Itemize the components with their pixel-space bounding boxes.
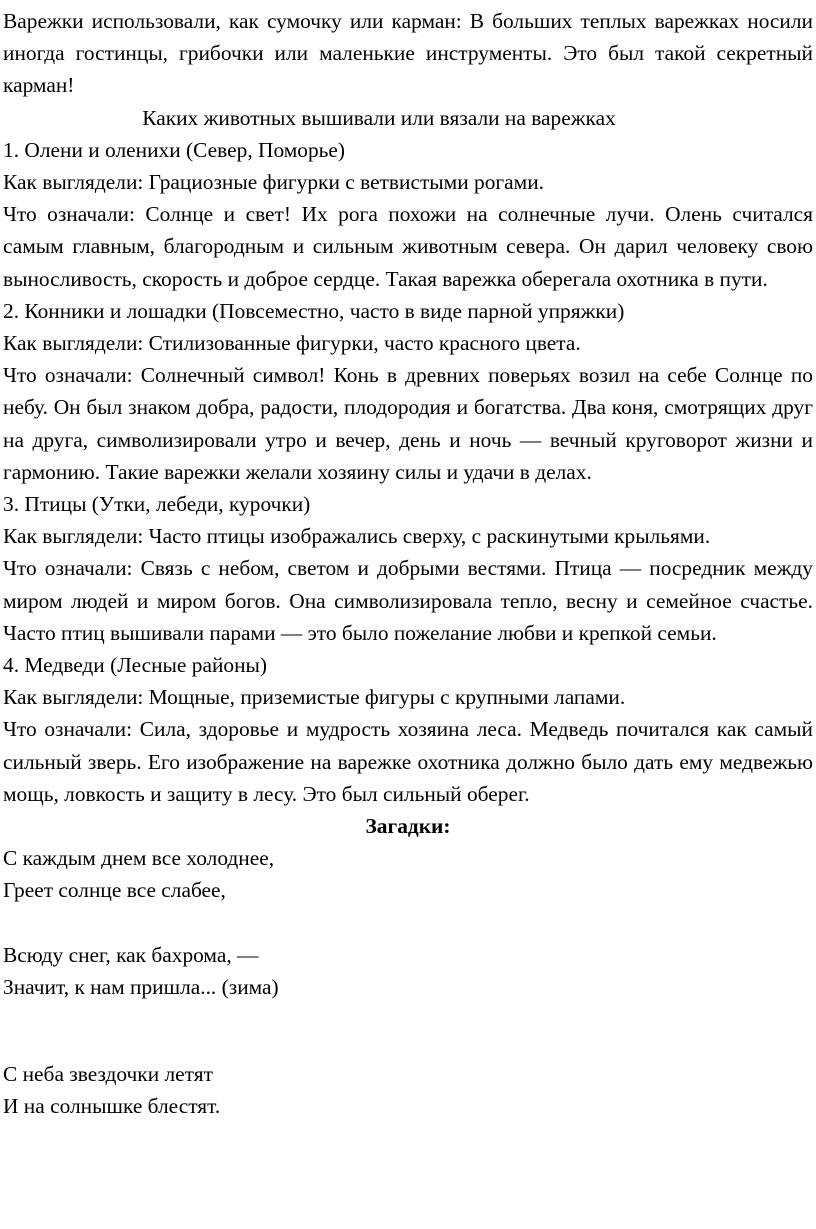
animal-heading-birds: 3. Птицы (Утки, лебеди, курочки) xyxy=(3,492,311,517)
riddle-spacer xyxy=(3,1003,813,1058)
animal-heading-horses: 2. Конники и лошадки (Повсеместно, часто в виде парной упряжки) xyxy=(3,298,625,323)
riddles-title: Загадки: xyxy=(365,814,451,839)
animal-meaning-deer: Что означали: Солнце и свет! Их рога похожи на солнечные лучи. Олень считался самым главным, благородным и сильным животным севера. Он дарил человеку свою выносливость, скорость и доброе сердце. Такая варежка оберегала охотника в пути. xyxy=(3,202,813,291)
animal-look-bears: Как выглядели: Мощные, приземистые фигуры с крупными лапами. xyxy=(3,685,626,710)
document-page xyxy=(3,5,813,1123)
animal-look-birds: Как выглядели: Часто птицы изображались сверху, с раскинутыми крыльями. xyxy=(3,524,711,549)
animal-heading-deer: 1. Олени и оленихи (Север, Поморье) xyxy=(3,137,346,162)
riddle-1-line-1: С каждым днем все холоднее, xyxy=(3,846,275,871)
animal-look-horses: Как выглядели: Стилизованные фигурки, часто красного цвета. xyxy=(3,331,581,356)
riddle-1-line-3: Всюду снег, как бахрома, — xyxy=(3,942,259,967)
intro-paragraph: Варежки использовали, как сумочку или карман: В больших теплых варежках носили иногда гостинцы, грибочки или маленькие инструменты. Это был такой секретный карман! xyxy=(3,9,813,98)
animal-meaning-horses: Что означали: Солнечный символ! Конь в древних поверьях возил на себе Солнце по небу. Он был знаком добра, радости, плодородия и богатства. Два коня, смотрящих друг на друга, символизировали утро и вечер, день и ночь — вечный круговорот жизни и гармонию. Такие варежки желали хозяину силы и удачи в делах. xyxy=(3,363,813,484)
riddle-2-line-2: И на солнышке блестят. xyxy=(3,1094,221,1119)
animal-meaning-bears: Что означали: Сила, здоровье и мудрость хозяина леса. Медведь почитался как самый сильный зверь. Его изображение на варежке охотника должно было дать ему медвежью мощь, ловкость и защиту в лесу. Это был сильный оберег. xyxy=(3,717,813,806)
stanza-spacer xyxy=(3,907,813,939)
riddle-2-line-1: С неба звездочки летят xyxy=(3,1062,213,1087)
riddle-1-line-4: Значит, к нам пришла... (зима) xyxy=(3,975,279,1000)
animal-look-deer: Как выглядели: Грациозные фигурки с ветвистыми рогами. xyxy=(3,170,544,195)
animals-section-title: Каких животных вышивали или вязали на варежках xyxy=(142,105,616,130)
animal-heading-bears: 4. Медведи (Лесные районы) xyxy=(3,653,268,678)
riddle-1-line-2: Греет солнце все слабее, xyxy=(3,878,226,903)
animal-meaning-birds: Что означали: Связь с небом, светом и добрыми вестями. Птица — посредник между миром людей и миром богов. Она символизировала тепло, весну и семейное счастье. Часто птиц вышивали парами — это было пожелание любви и крепкой семьи. xyxy=(3,556,813,645)
